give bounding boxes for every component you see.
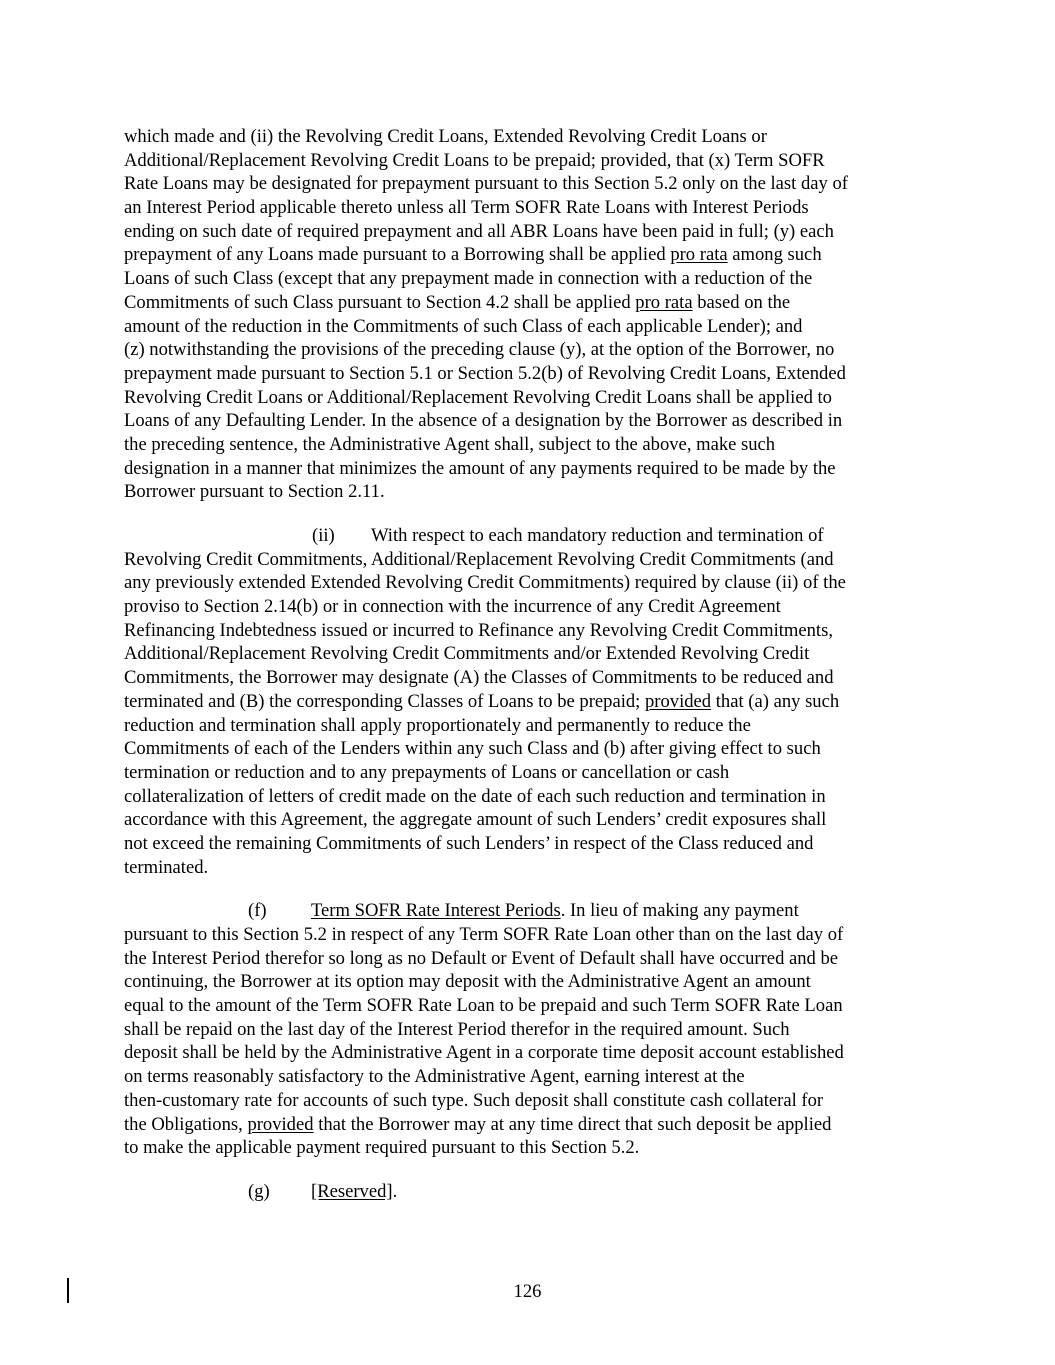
text-line: amount of the reduction in the Commitments of such Class of each applicable Lender); and — [124, 315, 803, 337]
text-line: prepayment made pursuant to Section 5.1 or Section 5.2(b) of Revolving Credit Loans, Extended — [124, 362, 846, 384]
text-line: continuing, the Borrower at its option may deposit with the Administrative Agent an amount — [124, 971, 811, 993]
text-line: the preceding sentence, the Administrative Agent shall, subject to the above, make such — [124, 433, 776, 455]
paragraph-section-g — [124, 1180, 924, 1204]
text-run: that (a) any such — [711, 690, 840, 712]
document-body — [124, 125, 924, 1204]
paragraph-clause-ii — [124, 524, 924, 879]
paragraph-continuation — [124, 125, 924, 504]
section-marker: (g) — [248, 1180, 270, 1202]
paragraph-spacer — [124, 879, 924, 899]
text-run: With respect to each mandatory reduction and termination of — [371, 525, 824, 546]
text-line: Additional/Replacement Revolving Credit Commitments and/or Extended Revolving Credit — [124, 643, 810, 665]
text-line — [124, 524, 924, 548]
text-line — [124, 690, 924, 714]
text-line — [124, 899, 924, 923]
text-line: equal to the amount of the Term SOFR Rate Loan to be prepaid and such Term SOFR Rate Loan — [124, 995, 843, 1017]
text-line: Revolving Credit Loans or Additional/Replacement Revolving Credit Loans shall be applied to — [124, 386, 832, 408]
page-number: 126 — [513, 1281, 542, 1302]
text-line: Revolving Credit Commitments, Additional/Replacement Revolving Credit Commitments (and — [124, 548, 834, 570]
text-line: which made and (ii) the Revolving Credit Loans, Extended Revolving Credit Loans or — [124, 126, 767, 147]
text-line: the Interest Period therefor so long as no Default or Event of Default shall have occurred and be — [124, 947, 839, 969]
text-line: ending on such date of required prepayment and all ABR Loans have been paid in full; (y) each — [124, 220, 834, 242]
text-line: designation in a manner that minimizes the amount of any payments required to be made by the — [124, 457, 836, 479]
underlined-term: pro rata — [635, 291, 693, 313]
text-line: to make the applicable payment required pursuant to this Section 5.2. — [124, 1137, 640, 1159]
text-line: then-customary rate for accounts of such type. Such deposit shall constitute cash collateral for — [124, 1089, 824, 1111]
underlined-term: provided — [247, 1113, 314, 1135]
text-line: deposit shall be held by the Administrative Agent in a corporate time deposit account established — [124, 1042, 844, 1064]
text-line: an Interest Period applicable thereto unless all Term SOFR Rate Loans with Interest Periods — [124, 197, 809, 219]
text-line: (z) notwithstanding the provisions of the preceding clause (y), at the option of the Borrower, no — [124, 339, 835, 361]
text-line: reduction and termination shall apply proportionately and permanently to reduce the — [124, 714, 751, 736]
text-run: terminated and (B) the corresponding Classes of Loans to be prepaid; — [124, 690, 645, 712]
underlined-term: provided — [645, 690, 712, 712]
text-line: proviso to Section 2.14(b) or in connection with the incurrence of any Credit Agreement — [124, 596, 781, 618]
text-run: among such — [727, 244, 822, 266]
text-line: Commitments, the Borrower may designate (A) the Classes of Commitments to be reduced and — [124, 667, 834, 689]
text-line: Loans of such Class (except that any prepayment made in connection with a reduction of the — [124, 268, 813, 290]
text-line: termination or reduction and to any prepayments of Loans or cancellation or cash — [124, 761, 730, 783]
text-line: pursuant to this Section 5.2 in respect of any Term SOFR Rate Loan other than on the last day of — [124, 924, 844, 945]
text-line — [124, 291, 924, 315]
text-run: . In lieu of making any payment — [560, 900, 799, 922]
text-line: accordance with this Agreement, the aggregate amount of such Lenders’ credit exposures shall — [124, 809, 827, 831]
text-run: the Obligations, — [124, 1113, 248, 1135]
text-line — [124, 1113, 924, 1137]
section-heading: Term SOFR Rate Interest Periods — [311, 900, 561, 922]
text-line: any previously extended Extended Revolving Credit Commitments) required by clause (ii) of the — [124, 572, 846, 594]
clause-marker: (ii) — [312, 525, 335, 546]
text-line: Loans of any Defaulting Lender. In the absence of a designation by the Borrower as described in — [124, 410, 843, 432]
text-line: on terms reasonably satisfactory to the Administrative Agent, earning interest at the — [124, 1066, 745, 1088]
paragraph-spacer — [124, 504, 924, 524]
section-heading: [Reserved] — [311, 1180, 393, 1202]
section-marker: (f) — [248, 900, 267, 922]
paragraph-section-f — [124, 899, 924, 1160]
text-run: Commitments of such Class pursuant to Section 4.2 shall be applied — [124, 291, 636, 313]
text-line: Additional/Replacement Revolving Credit Loans to be prepaid; provided, that (x) Term SOFR — [124, 149, 825, 171]
text-run: prepayment of any Loans made pursuant to a Borrowing shall be applied — [124, 244, 671, 266]
text-run: that the Borrower may at any time direct that such deposit be applied — [313, 1113, 832, 1135]
text-line: not exceed the remaining Commitments of such Lenders’ in respect of the Class reduced and — [124, 832, 814, 854]
text-line: Refinancing Indebtedness issued or incurred to Refinance any Revolving Credit Commitments, — [124, 619, 833, 641]
text-line: Rate Loans may be designated for prepayment pursuant to this Section 5.2 only on the last day of — [124, 173, 848, 195]
text-line — [124, 243, 924, 267]
text-line: terminated. — [124, 856, 209, 878]
text-line: Borrower pursuant to Section 2.11. — [124, 481, 385, 503]
underlined-term: pro rata — [670, 244, 728, 266]
text-line: shall be repaid on the last day of the Interest Period therefor in the required amount. Such — [124, 1018, 790, 1040]
text-run: . — [392, 1180, 398, 1202]
text-run: based on the — [692, 291, 791, 313]
text-line: Commitments of each of the Lenders within any such Class and (b) after giving effect to such — [124, 738, 821, 760]
paragraph-spacer — [124, 1160, 924, 1180]
text-line: collateralization of letters of credit made on the date of each such reduction and termination in — [124, 785, 826, 807]
text-line — [124, 1180, 924, 1204]
